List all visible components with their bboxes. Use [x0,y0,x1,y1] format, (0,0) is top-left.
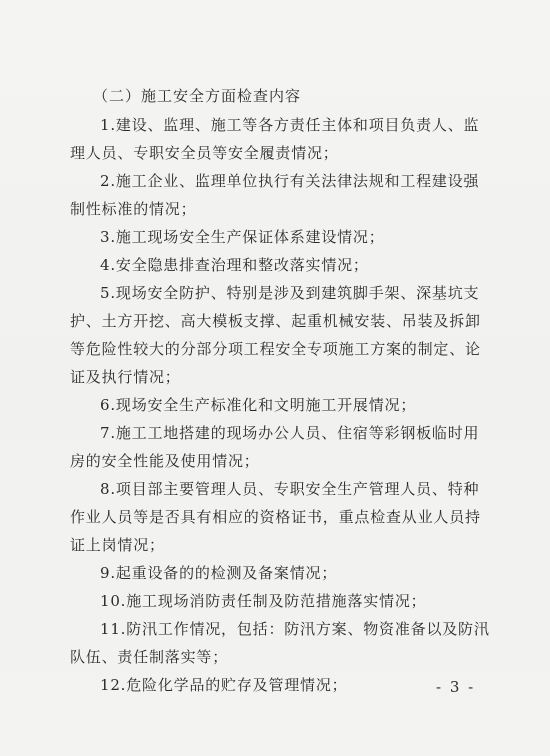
list-item-7: 7.施工工地搭建的现场办公人员、住宿等彩钢板临时用房的安全性能及使用情况； [70,424,480,470]
list-item-12: 12.危险化学品的贮存及管理情况； [100,676,348,694]
page-number: - 3 - [436,678,476,696]
list-item-10: 10.施工现场消防责任制及防范措施落实情况； [100,592,427,610]
list-item-8: 8.项目部主要管理人员、专职安全生产管理人员、特种作业人员等是否具有相应的资格证书，重点检查从业人员持证上岗情况； [70,480,481,554]
list-item-6: 6.现场安全生产标准化和文明施工开展情况； [100,396,417,414]
list-item-9: 9.起重设备的的检测及备案情况； [100,564,338,582]
list-item-11: 11.防汛工作情况，包括：防汛方案、物资准备以及防汛队伍、责任制落实等； [70,620,490,666]
section-heading: （二）施工安全方面检查内容 [93,87,302,105]
list-item-5: 5.现场安全防护、特别是涉及到建筑脚手架、深基坑支护、土方开挖、高大模板支撑、起重机械安装、吊装及拆卸等危险性较大的分部分项工程安全专项施工方案的制定、论证及执行情况； [70,284,481,386]
list-item-3: 3.施工现场安全生产保证体系建设情况； [100,228,385,246]
list-item-4: 4.安全隐患排查治理和整改落实情况； [100,256,369,274]
list-item-1: 1.建设、监理、施工等各方责任主体和项目负责人、监理人员、专职安全员等安全履责情况； [70,116,480,162]
list-item-2: 2.施工企业、监理单位执行有关法律法规和工程建设强制性标准的情况； [70,172,480,218]
